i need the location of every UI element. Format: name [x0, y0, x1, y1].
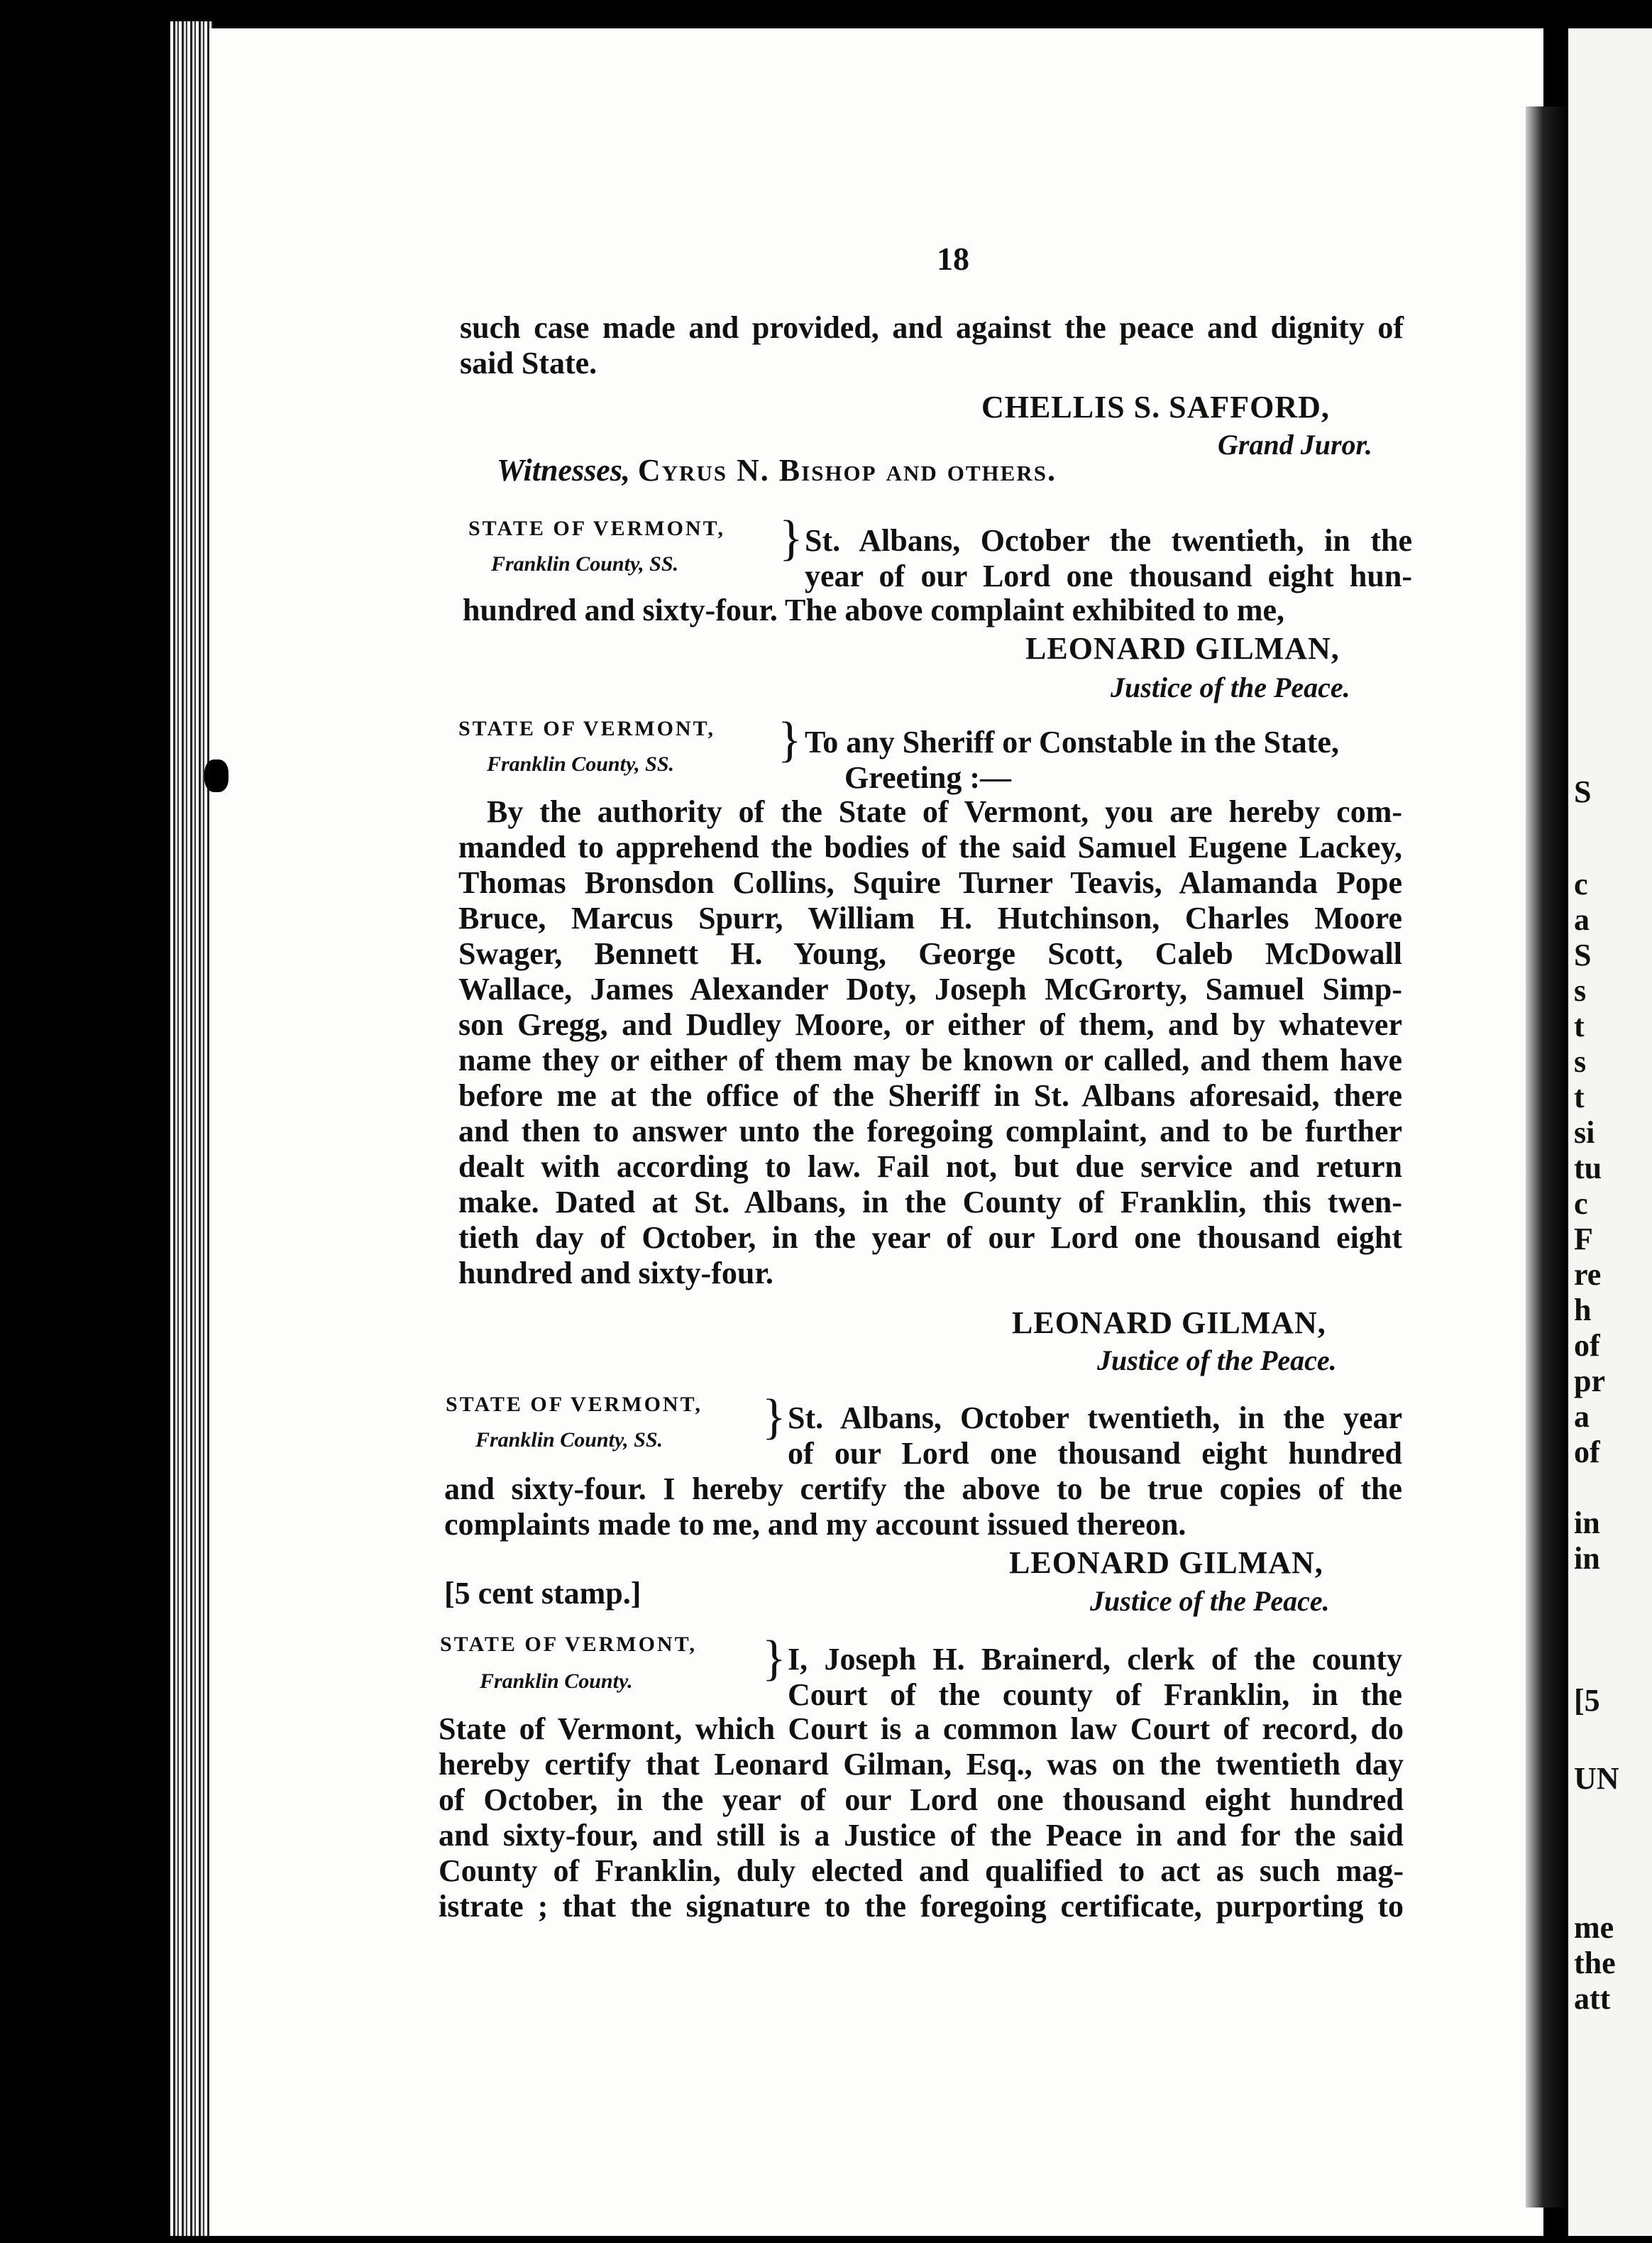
venue-county: Franklin County, SS. [475, 1428, 663, 1452]
adjacent-page-fragment: c [1574, 867, 1588, 901]
book-page-edges [170, 21, 213, 2236]
text-line: St. Albans, October twentieth, in the year [788, 1400, 1402, 1435]
adjacent-page-fragment: pr [1574, 1364, 1605, 1398]
text-line: year of our Lord one thousand eight hun- [805, 559, 1412, 593]
brace: } [762, 1631, 786, 1686]
venue-county: Franklin County, SS. [487, 752, 675, 776]
venue-county: Franklin County, SS. [491, 552, 679, 576]
text-line: of October, in the year of our Lord one thousand eight hundred [439, 1782, 1404, 1817]
stamp-note: [5 cent stamp.] [444, 1576, 641, 1611]
venue-state: STATE OF VERMONT, [458, 717, 715, 740]
adjacent-page-fragment: t [1574, 1009, 1585, 1043]
text-line: and sixty-four. I hereby certify the above to be true copies of the [444, 1471, 1402, 1506]
text-line: Wallace, James Alexander Doty, Joseph McGrorty, Samuel Simp- [458, 972, 1402, 1007]
signature-title: Justice of the Peace. [1090, 1585, 1330, 1617]
adjacent-page-fragment: S [1574, 938, 1592, 972]
adjacent-page-fragment: in [1574, 1541, 1600, 1576]
signature-name: CHELLIS S. SAFFORD, [981, 390, 1330, 424]
text-line: of our Lord one thousand eight hundred [788, 1436, 1402, 1471]
adjacent-page-fragment: h [1574, 1293, 1592, 1327]
adjacent-page-fragment: s [1574, 973, 1587, 1008]
text-line: To any Sheriff or Constable in the State, [805, 725, 1339, 759]
block3-heading [788, 1400, 1402, 1471]
adjacent-page-edge [1568, 28, 1652, 2236]
text-line: and then to answer unto the foregoing complaint, and to be further [458, 1114, 1402, 1148]
text-line: make. Dated at St. Albans, in the County of Franklin, this twen- [458, 1185, 1402, 1219]
adjacent-page-fragment: the [1574, 1946, 1616, 1980]
signature-title: Justice of the Peace. [1111, 671, 1350, 703]
adjacent-page-fragment: t [1574, 1080, 1585, 1114]
text-line: Greeting :— [844, 760, 1012, 795]
venue-state: STATE OF VERMONT, [446, 1393, 703, 1416]
witnesses-label: Witnesses, [497, 453, 630, 488]
ink-blot [204, 759, 228, 792]
witnesses-line [497, 453, 1057, 488]
adjacent-page-fragment: a [1574, 1399, 1590, 1434]
text-line: hundred and sixty-four. [458, 1256, 773, 1290]
brace: } [762, 1390, 786, 1444]
text-line: such case made and provided, and against the peace and dignity of [460, 310, 1404, 345]
text-line: complaints made to me, and my account issued thereon. [444, 1507, 1186, 1542]
text-line: St. Albans, October the twentieth, in the [805, 523, 1412, 558]
text-line: said State. [460, 346, 598, 380]
adjacent-page-fragment: UN [1574, 1761, 1619, 1796]
text-line: By the authority of the State of Vermont, you are hereby com- [487, 794, 1402, 829]
text-line: Swager, Bennett H. Young, George Scott, Caleb McDowall [458, 936, 1402, 971]
block2-body [458, 794, 1402, 1290]
adjacent-page-fragment: me [1574, 1910, 1614, 1945]
text-line: I, Joseph H. Brainerd, clerk of the county [788, 1642, 1402, 1677]
text-line: and sixty-four, and still is a Justice of the Peace in and for the said [439, 1818, 1404, 1853]
adjacent-page-fragment: F [1574, 1222, 1593, 1256]
signature-name: LEONARD GILMAN, [1012, 1305, 1326, 1340]
text-line: istrate ; that the signature to the foregoing certificate, purporting to [439, 1889, 1404, 1924]
page-number: 18 [937, 241, 969, 277]
adjacent-page-fragment: in [1574, 1506, 1600, 1540]
adjacent-page-fragment: c [1574, 1186, 1588, 1221]
text-line: manded to apprehend the bodies of the said Samuel Eugene Lackey, [458, 830, 1402, 865]
witnesses-text: Cyrus N. Bishop and others. [637, 453, 1057, 488]
text-line: County of Franklin, duly elected and qualified to act as such mag- [439, 1853, 1404, 1888]
adjacent-page-fragment: si [1574, 1115, 1595, 1150]
text-line: son Gregg, and Dudley Moore, or either of them, and by whatever [458, 1007, 1402, 1042]
text-line: dealt with according to law. Fail not, but due service and return [458, 1149, 1402, 1184]
brace: } [779, 511, 803, 566]
adjacent-page-fragment: [5 [1574, 1683, 1600, 1718]
venue-state: STATE OF VERMONT, [468, 517, 725, 540]
text-line: State of Vermont, which Court is a common law Court of record, do [439, 1711, 1404, 1746]
adjacent-page-fragment: of [1574, 1435, 1600, 1469]
text-line: hundred and sixty-four. The above complaint exhibited to me, [463, 593, 1285, 627]
adjacent-page-fragment: att [1574, 1981, 1611, 2016]
text-line: tieth day of October, in the year of our Lord one thousand eight [458, 1220, 1402, 1255]
venue-county: Franklin County. [480, 1669, 633, 1693]
adjacent-page-fragment: s [1574, 1044, 1587, 1079]
text-line: Thomas Bronsdon Collins, Squire Turner Teavis, Alamanda Pope [458, 865, 1402, 900]
venue-state: STATE OF VERMONT, [440, 1633, 697, 1656]
block1-body [463, 592, 1406, 627]
signature-title: Justice of the Peace. [1097, 1344, 1337, 1376]
adjacent-page-fragment: re [1574, 1257, 1602, 1292]
brace: } [778, 713, 802, 767]
adjacent-page-fragment: tu [1574, 1151, 1602, 1185]
block1-heading [805, 522, 1412, 593]
signature-name: LEONARD GILMAN, [1009, 1545, 1323, 1580]
text-line: name they or either of them may be known or called, and them have [458, 1043, 1402, 1077]
block3-body [444, 1471, 1402, 1542]
opening-paragraph [460, 309, 1404, 380]
block4-heading [788, 1641, 1402, 1712]
adjacent-page-fragment: a [1574, 902, 1590, 937]
text-line: Bruce, Marcus Spurr, William H. Hutchinson, Charles Moore [458, 901, 1402, 936]
text-line: before me at the office of the Sheriff in St. Albans aforesaid, there [458, 1078, 1402, 1113]
signature-title: Grand Juror. [1218, 429, 1372, 461]
signature-name: LEONARD GILMAN, [1025, 631, 1340, 666]
gutter-shadow [1526, 106, 1568, 2208]
adjacent-page-fragment: S [1574, 774, 1592, 809]
text-line: Court of the county of Franklin, in the [788, 1677, 1402, 1712]
block4-body [439, 1711, 1404, 1924]
text-line: hereby certify that Leonard Gilman, Esq., was on the twentieth day [439, 1747, 1404, 1782]
adjacent-page-fragment: of [1574, 1328, 1600, 1363]
block2-heading [805, 724, 1415, 795]
